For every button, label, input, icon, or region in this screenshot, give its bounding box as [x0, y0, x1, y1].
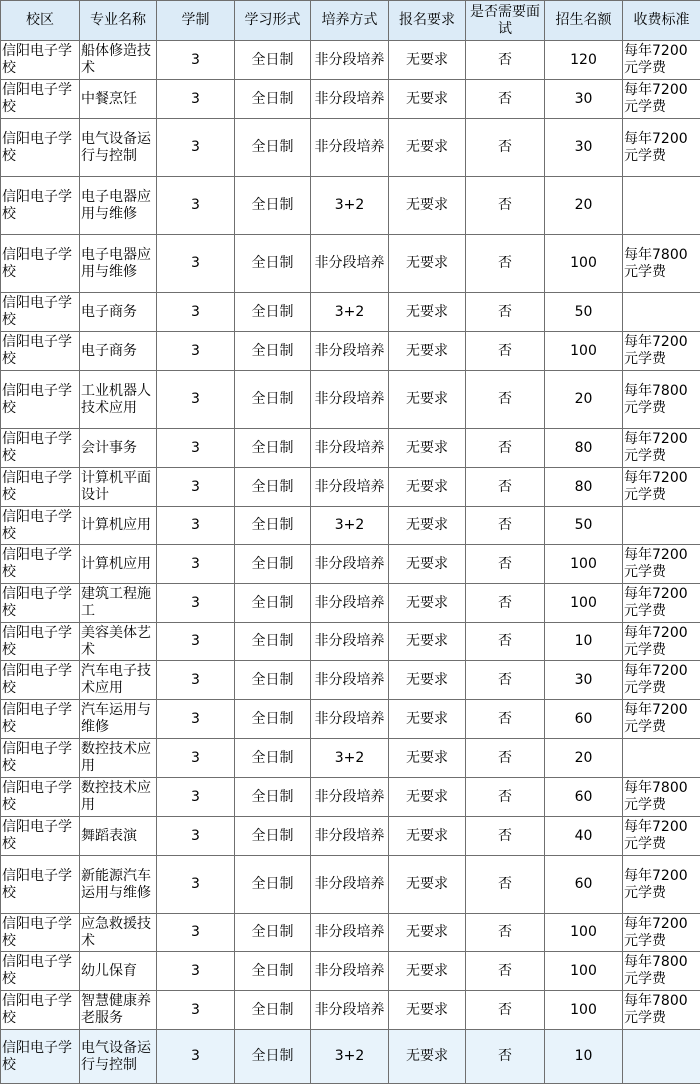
cell-years: 3 [157, 507, 235, 545]
header-major: 专业名称 [80, 1, 157, 41]
cell-major: 舞蹈表演 [80, 817, 157, 856]
cell-requirement: 无要求 [389, 429, 466, 468]
cell-fee [623, 177, 700, 235]
cell-requirement: 无要求 [389, 119, 466, 177]
cell-major: 智慧健康养老服务 [80, 991, 157, 1030]
cell-requirement: 无要求 [389, 952, 466, 991]
cell-major: 新能源汽车运用与维修 [80, 856, 157, 914]
cell-major: 计算机应用 [80, 545, 157, 584]
cell-mode: 非分段培养 [311, 545, 389, 584]
cell-campus: 信阳电子学校 [1, 371, 80, 429]
cell-major: 汽车运用与维修 [80, 700, 157, 739]
cell-mode: 非分段培养 [311, 468, 389, 507]
cell-major: 建筑工程施工 [80, 584, 157, 623]
cell-quota: 100 [545, 914, 623, 952]
cell-mode: 非分段培养 [311, 371, 389, 429]
cell-campus: 信阳电子学校 [1, 119, 80, 177]
cell-requirement: 无要求 [389, 177, 466, 235]
cell-interview: 否 [466, 1030, 545, 1084]
cell-requirement: 无要求 [389, 817, 466, 856]
table-row [1, 235, 700, 293]
cell-quota: 20 [545, 739, 623, 778]
cell-interview: 否 [466, 778, 545, 817]
cell-interview: 否 [466, 700, 545, 739]
cell-requirement: 无要求 [389, 739, 466, 778]
cell-requirement: 无要求 [389, 661, 466, 700]
table-row [1, 817, 700, 856]
cell-mode: 非分段培养 [311, 429, 389, 468]
table-header [1, 1, 700, 41]
cell-fee: 每年7200元学费 [623, 119, 700, 177]
cell-interview: 否 [466, 80, 545, 119]
table-row [1, 293, 700, 332]
cell-years: 3 [157, 235, 235, 293]
cell-fee [623, 1030, 700, 1084]
cell-years: 3 [157, 914, 235, 952]
cell-interview: 否 [466, 332, 545, 371]
cell-major: 汽车电子技术应用 [80, 661, 157, 700]
cell-campus: 信阳电子学校 [1, 1030, 80, 1084]
cell-years: 3 [157, 468, 235, 507]
header-interview: 是否需要面试 [466, 1, 545, 41]
cell-fee: 每年7200元学费 [623, 623, 700, 661]
cell-fee: 每年7800元学费 [623, 371, 700, 429]
cell-years: 3 [157, 952, 235, 991]
header-row [1, 1, 700, 41]
cell-campus: 信阳电子学校 [1, 991, 80, 1030]
cell-interview: 否 [466, 817, 545, 856]
cell-quota: 100 [545, 952, 623, 991]
cell-quota: 30 [545, 119, 623, 177]
cell-fee: 每年7200元学费 [623, 332, 700, 371]
cell-fee: 每年7200元学费 [623, 700, 700, 739]
table-row [1, 952, 700, 991]
cell-mode: 3+2 [311, 293, 389, 332]
cell-requirement: 无要求 [389, 623, 466, 661]
cell-mode: 非分段培养 [311, 332, 389, 371]
header-fee: 收费标准 [623, 1, 700, 41]
cell-form: 全日制 [235, 991, 311, 1030]
cell-form: 全日制 [235, 235, 311, 293]
cell-years: 3 [157, 584, 235, 623]
cell-major: 电子商务 [80, 293, 157, 332]
cell-fee: 每年7800元学费 [623, 235, 700, 293]
cell-requirement: 无要求 [389, 293, 466, 332]
cell-major: 工业机器人技术应用 [80, 371, 157, 429]
cell-form: 全日制 [235, 952, 311, 991]
cell-campus: 信阳电子学校 [1, 177, 80, 235]
cell-form: 全日制 [235, 778, 311, 817]
cell-interview: 否 [466, 623, 545, 661]
cell-form: 全日制 [235, 661, 311, 700]
cell-years: 3 [157, 371, 235, 429]
cell-quota: 60 [545, 856, 623, 914]
cell-mode: 3+2 [311, 1030, 389, 1084]
cell-fee: 每年7200元学费 [623, 80, 700, 119]
cell-mode: 非分段培养 [311, 80, 389, 119]
cell-major: 应急救援技术 [80, 914, 157, 952]
cell-quota: 20 [545, 177, 623, 235]
cell-requirement: 无要求 [389, 991, 466, 1030]
cell-mode: 非分段培养 [311, 661, 389, 700]
cell-form: 全日制 [235, 80, 311, 119]
cell-fee: 每年7200元学费 [623, 817, 700, 856]
cell-fee: 每年7200元学费 [623, 661, 700, 700]
table-row [1, 119, 700, 177]
cell-quota: 100 [545, 545, 623, 584]
cell-form: 全日制 [235, 739, 311, 778]
cell-years: 3 [157, 293, 235, 332]
cell-years: 3 [157, 177, 235, 235]
cell-form: 全日制 [235, 1030, 311, 1084]
cell-campus: 信阳电子学校 [1, 468, 80, 507]
cell-campus: 信阳电子学校 [1, 235, 80, 293]
cell-fee: 每年7800元学费 [623, 991, 700, 1030]
cell-mode: 非分段培养 [311, 119, 389, 177]
cell-years: 3 [157, 80, 235, 119]
cell-mode: 非分段培养 [311, 991, 389, 1030]
cell-campus: 信阳电子学校 [1, 952, 80, 991]
cell-mode: 非分段培养 [311, 817, 389, 856]
cell-requirement: 无要求 [389, 700, 466, 739]
table-row [1, 177, 700, 235]
table-row [1, 856, 700, 914]
table-row [1, 661, 700, 700]
table-body [1, 41, 700, 1084]
cell-form: 全日制 [235, 545, 311, 584]
cell-form: 全日制 [235, 293, 311, 332]
cell-years: 3 [157, 545, 235, 584]
cell-years: 3 [157, 991, 235, 1030]
cell-major: 数控技术应用 [80, 739, 157, 778]
cell-mode: 非分段培养 [311, 914, 389, 952]
cell-form: 全日制 [235, 507, 311, 545]
cell-major: 船体修造技术 [80, 41, 157, 80]
cell-interview: 否 [466, 371, 545, 429]
cell-interview: 否 [466, 293, 545, 332]
cell-major: 计算机应用 [80, 507, 157, 545]
cell-campus: 信阳电子学校 [1, 507, 80, 545]
cell-mode: 3+2 [311, 739, 389, 778]
cell-form: 全日制 [235, 856, 311, 914]
cell-interview: 否 [466, 468, 545, 507]
cell-interview: 否 [466, 914, 545, 952]
cell-campus: 信阳电子学校 [1, 623, 80, 661]
cell-requirement: 无要求 [389, 235, 466, 293]
table-row [1, 1030, 700, 1084]
header-campus: 校区 [1, 1, 80, 41]
cell-interview: 否 [466, 584, 545, 623]
cell-requirement: 无要求 [389, 914, 466, 952]
table-row [1, 700, 700, 739]
cell-years: 3 [157, 119, 235, 177]
cell-quota: 100 [545, 235, 623, 293]
cell-major: 中餐烹饪 [80, 80, 157, 119]
cell-years: 3 [157, 41, 235, 80]
cell-campus: 信阳电子学校 [1, 80, 80, 119]
cell-campus: 信阳电子学校 [1, 661, 80, 700]
cell-fee: 每年7200元学费 [623, 545, 700, 584]
cell-form: 全日制 [235, 914, 311, 952]
cell-form: 全日制 [235, 817, 311, 856]
cell-campus: 信阳电子学校 [1, 584, 80, 623]
table-row [1, 80, 700, 119]
table-row [1, 468, 700, 507]
cell-quota: 120 [545, 41, 623, 80]
cell-campus: 信阳电子学校 [1, 700, 80, 739]
cell-requirement: 无要求 [389, 507, 466, 545]
cell-fee: 每年7200元学费 [623, 584, 700, 623]
table-row [1, 429, 700, 468]
header-form: 学习形式 [235, 1, 311, 41]
cell-major: 数控技术应用 [80, 778, 157, 817]
cell-campus: 信阳电子学校 [1, 429, 80, 468]
table-row [1, 545, 700, 584]
cell-years: 3 [157, 817, 235, 856]
cell-fee [623, 293, 700, 332]
cell-interview: 否 [466, 41, 545, 80]
cell-mode: 非分段培养 [311, 235, 389, 293]
table-row [1, 739, 700, 778]
cell-quota: 100 [545, 332, 623, 371]
cell-requirement: 无要求 [389, 468, 466, 507]
cell-quota: 50 [545, 293, 623, 332]
cell-quota: 100 [545, 991, 623, 1030]
cell-requirement: 无要求 [389, 856, 466, 914]
cell-mode: 非分段培养 [311, 952, 389, 991]
cell-interview: 否 [466, 739, 545, 778]
cell-requirement: 无要求 [389, 332, 466, 371]
cell-mode: 非分段培养 [311, 41, 389, 80]
cell-mode: 3+2 [311, 177, 389, 235]
header-requirement: 报名要求 [389, 1, 466, 41]
cell-requirement: 无要求 [389, 80, 466, 119]
cell-quota: 50 [545, 507, 623, 545]
cell-mode: 非分段培养 [311, 584, 389, 623]
cell-form: 全日制 [235, 41, 311, 80]
cell-quota: 80 [545, 429, 623, 468]
cell-interview: 否 [466, 177, 545, 235]
cell-years: 3 [157, 856, 235, 914]
cell-fee [623, 739, 700, 778]
cell-quota: 30 [545, 661, 623, 700]
cell-form: 全日制 [235, 623, 311, 661]
cell-campus: 信阳电子学校 [1, 739, 80, 778]
cell-requirement: 无要求 [389, 778, 466, 817]
cell-years: 3 [157, 1030, 235, 1084]
cell-campus: 信阳电子学校 [1, 914, 80, 952]
cell-quota: 60 [545, 700, 623, 739]
cell-fee: 每年7800元学费 [623, 778, 700, 817]
cell-requirement: 无要求 [389, 41, 466, 80]
table-row [1, 991, 700, 1030]
cell-form: 全日制 [235, 119, 311, 177]
cell-quota: 60 [545, 778, 623, 817]
header-quota: 招生名额 [545, 1, 623, 41]
cell-requirement: 无要求 [389, 584, 466, 623]
cell-major: 幼儿保育 [80, 952, 157, 991]
cell-campus: 信阳电子学校 [1, 856, 80, 914]
cell-interview: 否 [466, 429, 545, 468]
cell-campus: 信阳电子学校 [1, 817, 80, 856]
cell-years: 3 [157, 429, 235, 468]
cell-major: 美容美体艺术 [80, 623, 157, 661]
cell-years: 3 [157, 739, 235, 778]
cell-years: 3 [157, 778, 235, 817]
cell-mode: 非分段培养 [311, 623, 389, 661]
cell-campus: 信阳电子学校 [1, 545, 80, 584]
table-row [1, 332, 700, 371]
cell-major: 电子电器应用与维修 [80, 235, 157, 293]
cell-interview: 否 [466, 856, 545, 914]
table-row [1, 41, 700, 80]
table-row [1, 914, 700, 952]
cell-fee: 每年7200元学费 [623, 914, 700, 952]
table-row [1, 623, 700, 661]
table-row [1, 371, 700, 429]
cell-fee [623, 507, 700, 545]
cell-form: 全日制 [235, 584, 311, 623]
cell-form: 全日制 [235, 429, 311, 468]
cell-fee: 每年7200元学费 [623, 468, 700, 507]
table-row [1, 507, 700, 545]
cell-form: 全日制 [235, 371, 311, 429]
cell-interview: 否 [466, 119, 545, 177]
cell-campus: 信阳电子学校 [1, 41, 80, 80]
cell-interview: 否 [466, 661, 545, 700]
cell-mode: 非分段培养 [311, 778, 389, 817]
table-row [1, 778, 700, 817]
cell-major: 会计事务 [80, 429, 157, 468]
cell-years: 3 [157, 661, 235, 700]
cell-form: 全日制 [235, 700, 311, 739]
cell-major: 计算机平面设计 [80, 468, 157, 507]
cell-quota: 80 [545, 468, 623, 507]
cell-mode: 非分段培养 [311, 856, 389, 914]
cell-quota: 20 [545, 371, 623, 429]
cell-campus: 信阳电子学校 [1, 293, 80, 332]
cell-quota: 10 [545, 1030, 623, 1084]
cell-interview: 否 [466, 545, 545, 584]
cell-campus: 信阳电子学校 [1, 332, 80, 371]
cell-interview: 否 [466, 952, 545, 991]
cell-years: 3 [157, 332, 235, 371]
cell-requirement: 无要求 [389, 371, 466, 429]
cell-form: 全日制 [235, 332, 311, 371]
cell-major: 电子商务 [80, 332, 157, 371]
cell-major: 电气设备运行与控制 [80, 119, 157, 177]
table-row [1, 584, 700, 623]
cell-fee: 每年7200元学费 [623, 429, 700, 468]
cell-quota: 10 [545, 623, 623, 661]
cell-years: 3 [157, 623, 235, 661]
cell-quota: 40 [545, 817, 623, 856]
cell-major: 电气设备运行与控制 [80, 1030, 157, 1084]
cell-quota: 100 [545, 584, 623, 623]
cell-fee: 每年7200元学费 [623, 41, 700, 80]
cell-interview: 否 [466, 235, 545, 293]
cell-years: 3 [157, 700, 235, 739]
cell-mode: 非分段培养 [311, 700, 389, 739]
cell-quota: 30 [545, 80, 623, 119]
cell-major: 电子电器应用与维修 [80, 177, 157, 235]
cell-interview: 否 [466, 991, 545, 1030]
header-years: 学制 [157, 1, 235, 41]
cell-requirement: 无要求 [389, 545, 466, 584]
cell-form: 全日制 [235, 177, 311, 235]
cell-mode: 3+2 [311, 507, 389, 545]
cell-form: 全日制 [235, 468, 311, 507]
cell-interview: 否 [466, 507, 545, 545]
cell-requirement: 无要求 [389, 1030, 466, 1084]
header-mode: 培养方式 [311, 1, 389, 41]
cell-fee: 每年7200元学费 [623, 856, 700, 914]
cell-fee: 每年7800元学费 [623, 952, 700, 991]
cell-campus: 信阳电子学校 [1, 778, 80, 817]
